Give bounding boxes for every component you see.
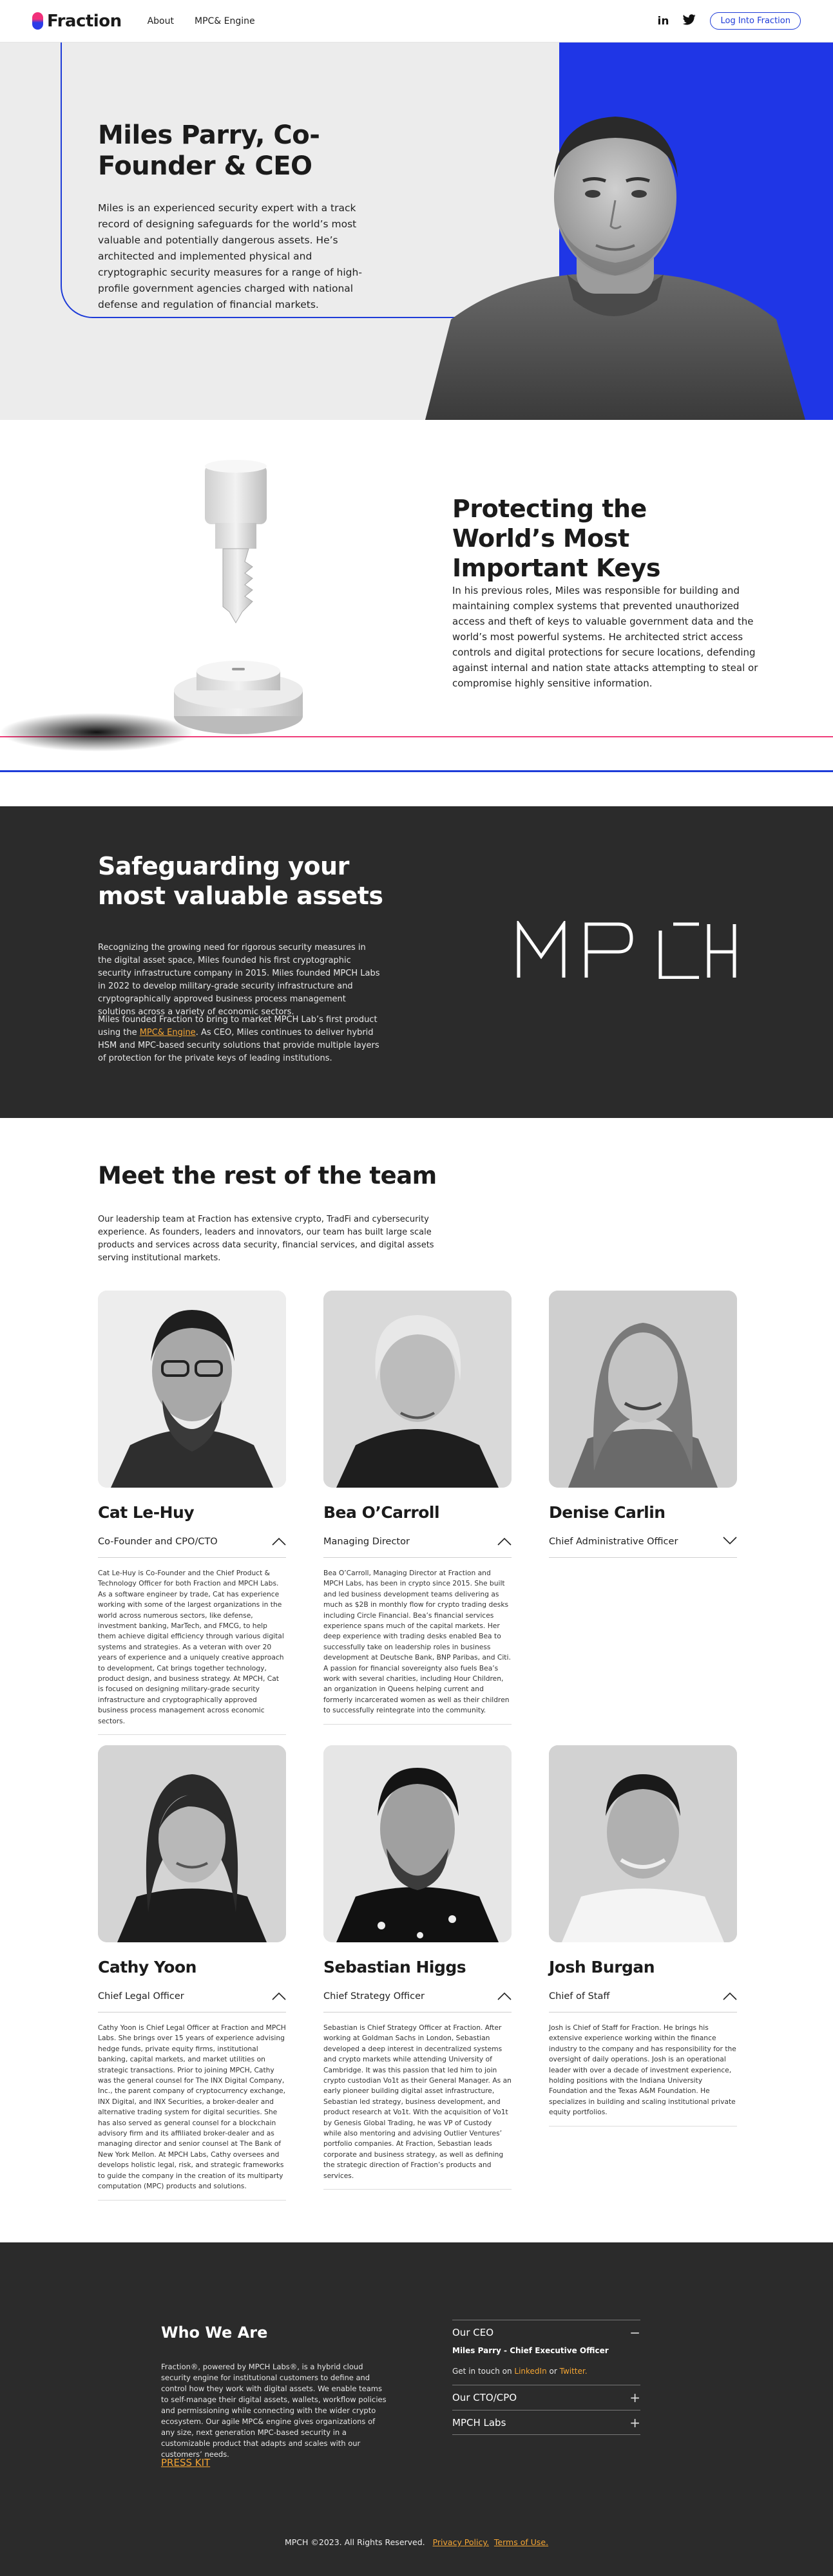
terms-of-use-link[interactable]: Terms of Use. (493, 2537, 549, 2547)
safeguard-title: Safeguarding your most valuable assets (98, 852, 383, 910)
login-button[interactable]: Log Into Fraction (710, 12, 801, 30)
member-role: Chief of Staff (549, 1991, 610, 2002)
mpc-engine-link[interactable]: MPC& Engine (139, 1028, 196, 1037)
team-card-cat-le-huy (98, 1291, 286, 1735)
member-role-toggle[interactable] (98, 1991, 286, 2012)
team-card-bea-ocarroll (323, 1291, 512, 1725)
team-card-josh-burgan (549, 1745, 737, 2126)
nav-mpc-engine[interactable]: MPC& Engine (195, 15, 255, 26)
copyright-text: MPCH ©2023. All Rights Reserved. (284, 2537, 425, 2547)
denise-carlin-photo (549, 1291, 737, 1488)
contact-or: or (546, 2367, 560, 2376)
hero-body: Miles is an experienced security expert with a track record of designing safeguards for the world’s most valuable and potentially dangerous assets. He’s architected and implemented physical and cryptographic security measures for a range of high-profile government agencies charged with national defense and regulation of financial markets. (98, 202, 362, 310)
key-sculpture-illustration (0, 459, 335, 768)
chevron-up-icon (497, 1991, 512, 2000)
site-footer (0, 2242, 833, 2576)
member-bio: Bea O’Carroll, Managing Director at Fraction and MPCH Labs, has been in crypto since 2015. She built and led business development teams delivering as much as $2B in monthly flow for crypto trading desks including Circle Financial. Bea’s financial services experience spans much of the capital markets. Her deep experience with trading desks enabled Bea to successfully take on leadership roles in business development at Deutsche Bank, BNP Paribas, and Citi. A passion for financial sovereignty also fuels Bea’s work with several charities, including Hour Children, an organization in Queens helping current and formerly incarcerated women as well as their children to successfully reintegrate into the community. (323, 1568, 512, 1725)
safeguard-section (0, 806, 833, 1118)
safeguard-paragraph-2 (98, 1014, 381, 1065)
privacy-policy-link[interactable]: Privacy Policy. (432, 2537, 489, 2547)
safeguard-p2-end: . As CEO, Miles continues to deliver hybrid HSM and MPC-based security solutions that provide multiple layers of protection for the private keys of leading institutions. (98, 1028, 379, 1063)
hero-section (0, 43, 833, 420)
chevron-down-icon (723, 1537, 737, 1546)
team-card-sebastian-higgs (323, 1745, 512, 2190)
plus-icon: + (629, 2390, 640, 2405)
cat-le-huy-photo (98, 1291, 286, 1488)
member-role-toggle[interactable] (323, 1991, 512, 2012)
minus-icon: − (629, 2325, 640, 2340)
footer-description: Fraction®, powered by MPCH Labs®, is a hybrid cloud security engine for institutional customers to define and control how they work with digital assets. We enable teams to self-manage their digital assets, wallets, workflow policies and permissioning while connecting with the wider crypto ecosystem. Our agile MPC& engine gives organizations of any size, next generation MPC-based security in a customizable product that adapts and scales with our customers’ needs. (161, 2362, 387, 2459)
team-card-cathy-yoon (98, 1745, 286, 2201)
member-name: Cat Le-Huy (98, 1503, 195, 1522)
josh-burgan-photo (549, 1745, 737, 1942)
twitter-link[interactable]: Twitter. (559, 2367, 588, 2376)
team-card-denise-carlin (549, 1291, 737, 1558)
safeguard-paragraph-1: Recognizing the growing need for rigorous security measures in the digital asset space, Miles founded his first cryptographic security infrastructure company in 2015. Miles founded MPCH Labs in 2022 to develop military-grade security infrastructure and cryptographically approved business process management solutions across a variety of economic sectors. (98, 943, 380, 1017)
ceo-subtitle: Miles Parry - Chief Executive Officer (452, 2346, 609, 2355)
member-role: Chief Administrative Officer (549, 1537, 678, 1547)
keys-section (0, 420, 833, 806)
accordion-mpch-labs[interactable] (452, 2410, 640, 2435)
accordion-label: Our CTO/CPO (452, 2392, 517, 2403)
member-name: Cathy Yoon (98, 1958, 196, 1976)
member-name: Sebastian Higgs (323, 1958, 466, 1976)
mpch-logo (515, 921, 738, 979)
fraction-logo-icon (32, 12, 43, 30)
accordion-label: MPCH Labs (452, 2416, 506, 2429)
accordion-ceo-content (452, 2346, 640, 2385)
team-intro: Our leadership team at Fraction has extensive crypto, TradFi and cybersecurity experience. As founders, leaders and innovators, our team has built large scale products and services across data security, financial services, and digital assets serving institutional markets. (98, 1215, 434, 1263)
member-bio: Josh is Chief of Staff for Fraction. He brings his extensive experience working within the finance industry to the company and has responsibility for the oversight of daily operations. Josh is an operational leader with over a decade of investment experience, holding positions with the Indiana University Foundation and the Texas A&M Foundation. He specializes in building and scaling institutional private equity portfolios. (549, 2023, 737, 2126)
member-name: Denise Carlin (549, 1503, 665, 1522)
keys-title: Protecting the World’s Most Important Keys (452, 495, 660, 582)
member-role-toggle[interactable] (549, 1536, 737, 1558)
brand-name: Fraction (47, 11, 122, 31)
accordion-our-ceo[interactable] (452, 2320, 640, 2345)
member-name: Bea O’Carroll (323, 1503, 440, 1522)
member-role: Managing Director (323, 1537, 410, 1547)
hero-title: Miles Parry, Co-Founder & CEO (98, 120, 320, 181)
keys-body: In his previous roles, Miles was responsible for building and maintaining complex systems that prevented unauthorized access and theft of keys to valuable government data and the world’s most powerful systems. He architected strict access controls and digital protections for secure locations, defending against internal and nation state attacks attempting to steal or compromise highly sensitive information. (452, 585, 758, 689)
member-role: Co-Founder and CPO/CTO (98, 1537, 218, 1547)
member-role-toggle[interactable] (549, 1991, 737, 2012)
header-right (658, 12, 801, 30)
brand-logo[interactable] (32, 12, 122, 31)
member-bio: Cat Le-Huy is Co-Founder and the Chief Product & Technology Officer for both Fraction and MPCH Labs. As a software engineer by trade, Cat has experience working with some of the largest organizations in the world across numerous sectors, like defense, investment banking, MarTech, and FMCG, to help them achieve digital efficiency through various digital systems and strategies. As a veteran with over 20 years of experience and a uniquely creative approach to development, Cat brings together technology, product design, and business strategy. At MPCH, Cat is focused on designing military-grade security infrastructure and cryptographically approved business process management across economic sectors. (98, 1568, 286, 1735)
member-role: Chief Legal Officer (98, 1991, 184, 2002)
chevron-up-icon (272, 1991, 286, 2000)
twitter-icon[interactable] (683, 14, 696, 28)
ceo-contact (452, 2367, 640, 2376)
team-section (0, 1118, 833, 2242)
chevron-up-icon (497, 1537, 512, 1546)
bea-ocarroll-photo (323, 1291, 512, 1488)
member-role: Chief Strategy Officer (323, 1991, 425, 2002)
nav-about[interactable]: About (147, 15, 174, 26)
safeguard-p2-start: Miles founded Fraction to bring to market MPCH Lab’s first product using the (98, 1015, 378, 1037)
footer-title: Who We Are (161, 2324, 268, 2342)
contact-prefix: Get in touch on (452, 2367, 515, 2376)
team-title: Meet the rest of the team (98, 1162, 437, 1189)
ceo-portrait-photo (425, 88, 805, 420)
sebastian-higgs-photo (323, 1745, 512, 1942)
member-role-toggle[interactable] (323, 1536, 512, 1558)
chevron-up-icon (723, 1991, 737, 2000)
press-kit-link[interactable]: PRESS KIT (161, 2457, 211, 2468)
accordion-label: Our CEO (452, 2327, 494, 2338)
cathy-yoon-photo (98, 1745, 286, 1942)
chevron-up-icon (272, 1537, 286, 1546)
linkedin-link[interactable]: LinkedIn (514, 2367, 547, 2376)
linkedin-icon[interactable]: in (657, 14, 669, 28)
member-bio: Cathy Yoon is Chief Legal Officer at Fraction and MPCH Labs. She brings over 15 years of experience advising hedge funds, private equity firms, institutional banking, capital markets, and market utilities on strategic transactions. Prior to joining MPCH, Cathy was the general counsel for The INX Digital Company, Inc., the parent company of cryptocurrency exchange, INX Digital, and INX Securities, a broker-dealer and alternative trading system for digital securities. She has also served as general counsel for a blockchain advisory firm and its affiliated broker-dealer and as managing director and senior counsel at The Bank of New York Mellon. At MPCH Labs, Cathy oversees and develops holistic legal, risk, and strategic frameworks to guide the company in the creation of its multiparty computation (MPC) products and solutions. (98, 2023, 286, 2201)
plus-icon: + (629, 2414, 640, 2430)
member-name: Josh Burgan (549, 1958, 655, 1976)
copyright-bar (0, 2537, 833, 2547)
footer-accordion (452, 2320, 640, 2435)
accordion-our-cto-cpo[interactable] (452, 2385, 640, 2410)
site-header (0, 0, 833, 43)
member-bio: Sebastian is Chief Strategy Officer at Fraction. After working at Goldman Sachs in London, Sebastian developed a deep interest in decentralized systems and crypto markets while attending University of Cambridge. It was this passion that led him to join crypto custodian Vo1t as their General Manager. As an early pioneer building digital asset infrastructure, Sebastian led strategy, business development, and product research at Vo1t. With the acquisition of Vo1t by Genesis Global Trading, he was VP of Custody while also mentoring and advising Outlier Ventures’ portfolio companies. At Fraction, Sebastian leads corporate and business strategy, as well as defining the strategic direction of Fraction’s products and services. (323, 2023, 512, 2190)
member-role-toggle[interactable] (98, 1536, 286, 1558)
blue-divider-line (0, 770, 833, 772)
